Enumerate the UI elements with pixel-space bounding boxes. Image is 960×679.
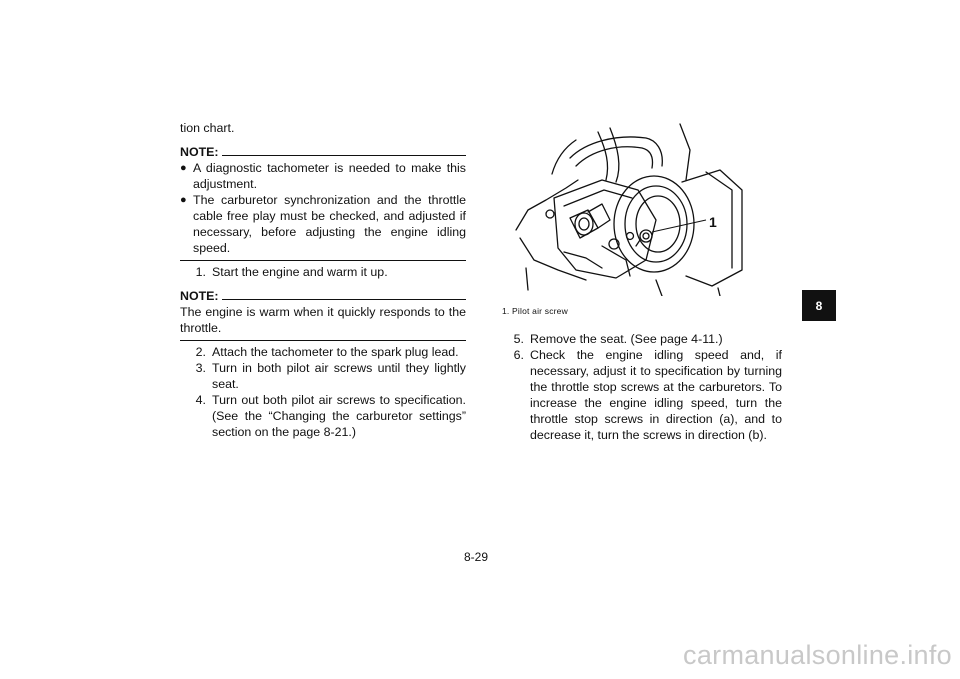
carburetor-drawing — [506, 120, 746, 296]
step-text: Start the engine and warm it up. — [212, 265, 388, 279]
chapter-tab: 8 — [802, 290, 836, 321]
bullet-text: A diagnostic tachometer is needed to make this adjustment. — [193, 161, 466, 191]
figure-caption: 1. Pilot air screw — [502, 306, 568, 316]
note-rule — [222, 299, 466, 300]
step-item — [180, 392, 466, 440]
step-text: Remove the seat. (See page 4-11.) — [530, 332, 723, 346]
bullet-icon: ● — [180, 194, 187, 206]
step-item — [180, 344, 466, 360]
step-number: 1. — [195, 265, 206, 279]
callout-number: 1 — [709, 214, 717, 230]
step-item — [498, 347, 782, 443]
step-text: Turn out both pilot air screws to specification. (See the “Changing the carburetor settings” section on the page 8-21.) — [212, 393, 466, 439]
step-text: Check the engine idling speed and, if necessary, adjust it to specification by turning the throttle stop screws at the carburetors. To increase the engine idling speed, turn the throttle stop screws in direction (a), and to decrease it, turn the screws in direction (b). — [530, 348, 782, 442]
note-bullet — [180, 192, 466, 256]
lead-text: tion chart. — [180, 121, 235, 135]
page-number: 8-29 — [464, 550, 489, 564]
left-column — [180, 120, 466, 440]
carburetor-illustration — [506, 120, 746, 296]
bullet-icon: ● — [180, 162, 187, 174]
step-item — [180, 264, 466, 280]
note-heading — [180, 288, 466, 304]
right-column — [498, 120, 782, 443]
step-number: 5. — [513, 332, 524, 346]
step-text: Attach the tachometer to the spark plug lead. — [212, 345, 459, 359]
step-number: 6. — [513, 348, 524, 362]
bullet-text: The carburetor synchronization and the throttle cable free play must be checked, and adjusted if necessary, before adjusting the engine idling speed. — [193, 193, 466, 255]
note-label: NOTE: — [180, 145, 219, 159]
note-text: The engine is warm when it quickly responds to the throttle. — [180, 305, 466, 335]
step-number: 2. — [195, 345, 206, 359]
step-item — [180, 360, 466, 392]
note-label: NOTE: — [180, 289, 219, 303]
note-heading — [180, 144, 466, 160]
step-item — [498, 331, 782, 347]
note-rule — [222, 155, 466, 156]
step-text: Turn in both pilot air screws until they lightly seat. — [212, 361, 466, 391]
note-bullet — [180, 160, 466, 192]
watermark: carmanualsonline.info — [683, 640, 952, 670]
step-number: 3. — [195, 361, 206, 375]
step-number: 4. — [195, 393, 206, 407]
